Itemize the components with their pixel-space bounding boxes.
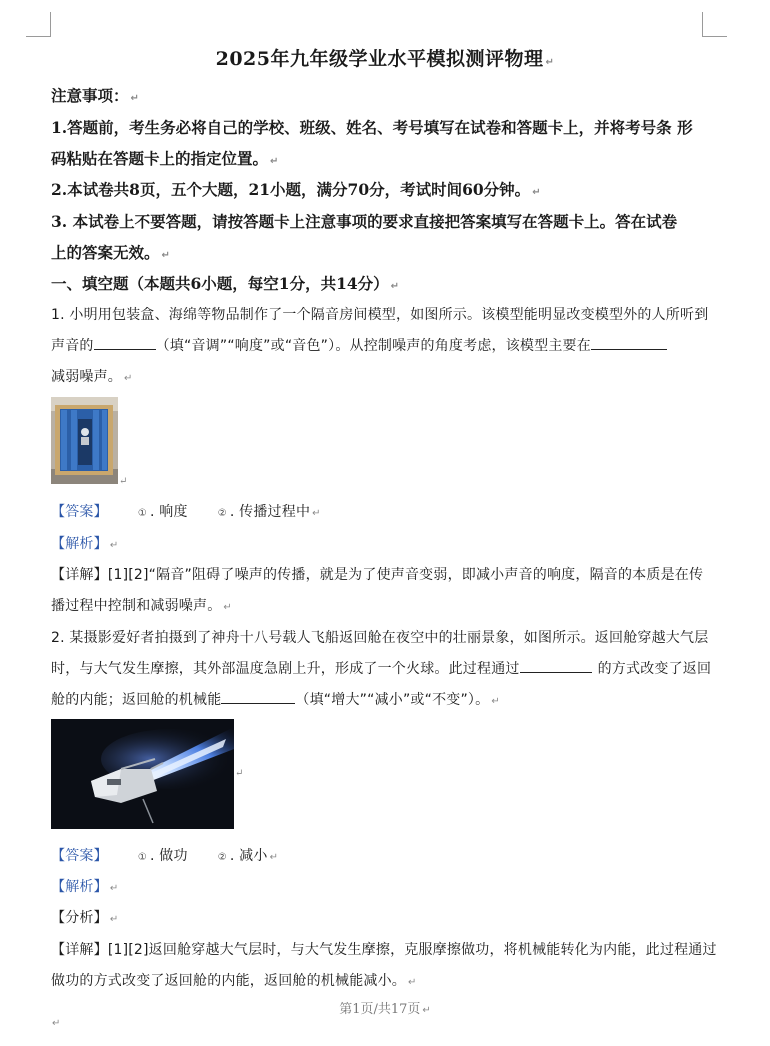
q1-soundproof-model-image <box>51 397 118 484</box>
notice-item-1-line-2: 码粘贴在答题卡上的指定位置。 ↵ <box>51 149 279 168</box>
notice-item-3-line-1: 3. 本试卷上不要答题，请按答题卡上注意事项的要求直接把答案填写在答题卡上。答在试卷 <box>51 212 678 231</box>
q1-analysis-tag: 【解析】 ↵ <box>51 536 119 552</box>
q1-image-paragraph-mark: ↵ <box>119 476 128 487</box>
q2-answer: 【答案】 ① . 做功 ② . 减小 ↵ <box>51 848 279 864</box>
q1-blank-1 <box>94 335 156 350</box>
notice-item-2: 2.本试卷共8页，五个大题，21小题，满分70分，考试时间60分钟。 ↵ <box>51 180 541 199</box>
q1-line-2: 声音的 （填“音调”“响度”或“音色”）。从控制噪声的角度考虑，该模型主要在 <box>51 335 667 355</box>
notice-heading: 注意事项： ↵ <box>51 86 139 105</box>
q2-analysis-tag: 【解析】 ↵ <box>51 879 119 895</box>
q2-blank-2 <box>221 689 295 704</box>
q2-line-3: 舱的内能；返回舱的机械能 （填“增大”“减小”或“不变”）。 ↵ <box>51 689 500 709</box>
q1-detail-line-1: 【详解】[1][2]“隔音”阻碍了噪声的传播，就是为了使声音变弱，即减小声音的响度，隔音的本质是在传 <box>51 567 704 583</box>
q2-line-2: 时，与大气发生摩擦，其外部温度急剧上升，形成了一个火球。此过程通过 的方式改变了返回 <box>51 658 711 678</box>
crop-mark-top-right <box>702 12 727 37</box>
q2-detail-line-2: 做功的方式改变了返回舱的内能，返回舱的机械能减小。 ↵ <box>51 973 417 989</box>
section-1-heading: 一、填空题（本题共6小题，每空1分，共14分） ↵ <box>51 274 400 293</box>
q2-line-1: 2. 某摄影爱好者拍摄到了神舟十八号载人飞船返回舱在夜空中的壮丽景象，如图所示。返回舱穿越大气层 <box>51 630 709 646</box>
q1-line-1: 1. 小明用包装盒、海绵等物品制作了一个隔音房间模型，如图所示。该模型能明显改变模型外的人所听到 <box>51 307 709 323</box>
crop-mark-top-left <box>26 12 51 37</box>
page-title: 2025年九年级学业水平模拟测评物理 ↵ <box>215 48 555 70</box>
q1-blank-2 <box>591 335 667 350</box>
q1-line-3: 减弱噪声。 ↵ <box>51 369 133 385</box>
q2-image-paragraph-mark: ↵ <box>235 768 244 779</box>
trailing-paragraph-mark: ↵ <box>52 1018 61 1029</box>
q2-blank-1 <box>520 658 592 673</box>
q2-return-capsule-image <box>51 719 234 829</box>
q2-fenxi-tag: 【分析】 ↵ <box>51 910 119 926</box>
q2-detail-line-1: 【详解】[1][2]返回舱穿越大气层时，与大气发生摩擦，克服摩擦做功，将机械能转化为内能，此过程通过 <box>51 942 717 958</box>
page-footer: 第1页/共17页 ↵ <box>339 1002 431 1017</box>
q1-detail-line-2: 播过程中控制和减弱噪声。 ↵ <box>51 598 232 614</box>
q1-answer: 【答案】 ① . 响度 ② . 传播过程中 ↵ <box>51 504 321 520</box>
notice-item-1-line-1: 1.答题前，考生务必将自己的学校、班级、姓名、考号填写在试卷和答题卡上，并将考号条 形 <box>51 118 693 137</box>
notice-item-3-line-2: 上的答案无效。 ↵ <box>51 243 170 262</box>
